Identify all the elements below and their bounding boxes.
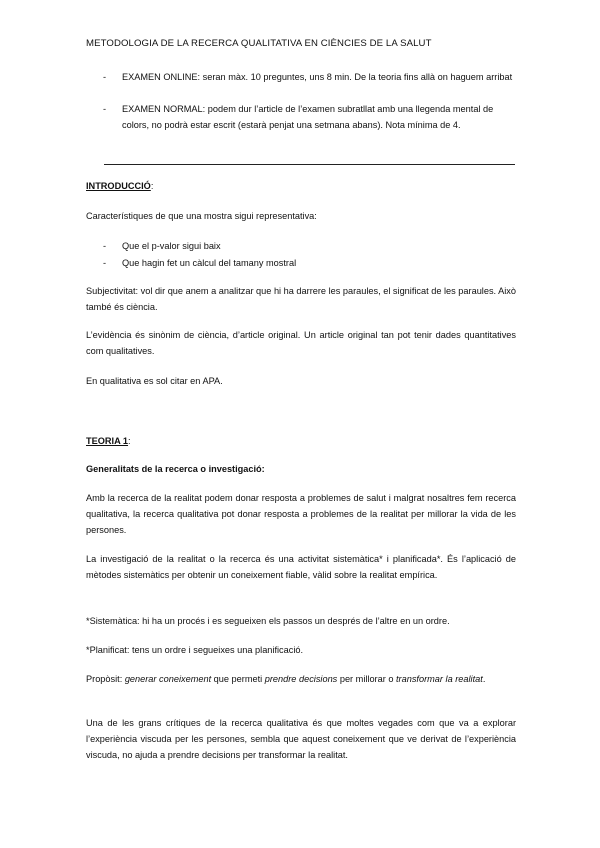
teoria-heading xyxy=(86,433,516,449)
intro-heading xyxy=(86,178,516,194)
teoria-paragraph-2: La investigació de la realitat o la recerca és una activitat sistemàtica* i planificada*. És l’aplicació de mètodes sistemàtics per obtenir un coneixement fiable, vàlid sobre la realitat empírica. xyxy=(86,554,516,580)
intro-heading-text: INTRODUCCIÓ xyxy=(86,181,151,191)
proposit-term: transformar la realitat xyxy=(396,674,483,684)
list-bullet: - xyxy=(103,72,107,82)
teoria-heading-colon: : xyxy=(128,436,131,446)
intro-heading-colon: : xyxy=(150,181,154,191)
proposit-text: que permeti xyxy=(211,674,265,684)
exam-normal-note: EXAMEN NORMAL: podem dur l’article de l’examen subratllat amb una llegenda mental de colors, no podrà estar escrit (estarà penjat una setmana abans). Nota mínima de 4. xyxy=(122,104,494,130)
teoria-paragraph-1: Amb la recerca de la realitat podem donar resposta a problemes de salut i malgrat nosaltres fem recerca qualitativa, la recerca qualitativa pot donar resposta a problemes de la realitat per millorar la vida de les persones. xyxy=(86,493,516,535)
exam-online-note: EXAMEN ONLINE: seran màx. 10 preguntes, uns 8 min. De la teoria fins allà on haguem arribat xyxy=(122,72,513,82)
teoria-paragraph-3: *Sistemàtica: hi ha un procés i es segueixen els passos un després de l’altre en un ordre. xyxy=(86,616,450,626)
proposit-text: . xyxy=(482,674,486,684)
page-header: METODOLOGIA DE LA RECERCA QUALITATIVA EN CIÈNCIES DE LA SALUT xyxy=(86,38,432,49)
list-item: Que hagin fet un càlcul del tamany mostral xyxy=(122,258,297,268)
section-divider xyxy=(104,164,515,165)
intro-paragraph-3: L’evidència és sinònim de ciència, d’article original. Un article original tan pot tenir dades quantitatives com qualitatives. xyxy=(86,330,516,356)
intro-paragraph-4: En qualitativa es sol citar en APA. xyxy=(86,376,223,386)
proposit-label: Propòsit: xyxy=(86,674,125,684)
list-bullet: - xyxy=(103,258,107,268)
teoria-paragraph-5: Una de les grans crítiques de la recerca qualitativa és que moltes vegades com que va a explorar l’experiència viscuda per les persones, sembla que aquest coneixement que ve derivat de l’experiència viscuda, no ajuda a prendre decisions per transformar la realitat. xyxy=(86,718,516,760)
intro-paragraph-2: Subjectivitat: vol dir que anem a analitzar que hi ha darrere les paraules, el significat de les paraules. Això també és ciència. xyxy=(86,286,517,312)
teoria-paragraph-4: *Planificat: tens un ordre i segueixes una planificació. xyxy=(86,645,304,655)
teoria-heading-text: TEORIA 1 xyxy=(86,436,129,446)
list-item: Que el p-valor sigui baix xyxy=(122,241,221,251)
teoria-proposit xyxy=(86,671,516,687)
intro-paragraph-1: Característiques de que una mostra sigui representativa: xyxy=(86,211,317,221)
list-bullet: - xyxy=(103,241,107,251)
proposit-term: prendre decisions xyxy=(264,674,338,684)
proposit-term: generar coneixement xyxy=(124,674,212,684)
proposit-text: per millorar o xyxy=(337,674,396,684)
teoria-subheading: Generalitats de la recerca o investigació: xyxy=(86,464,265,474)
list-bullet: - xyxy=(103,104,107,114)
